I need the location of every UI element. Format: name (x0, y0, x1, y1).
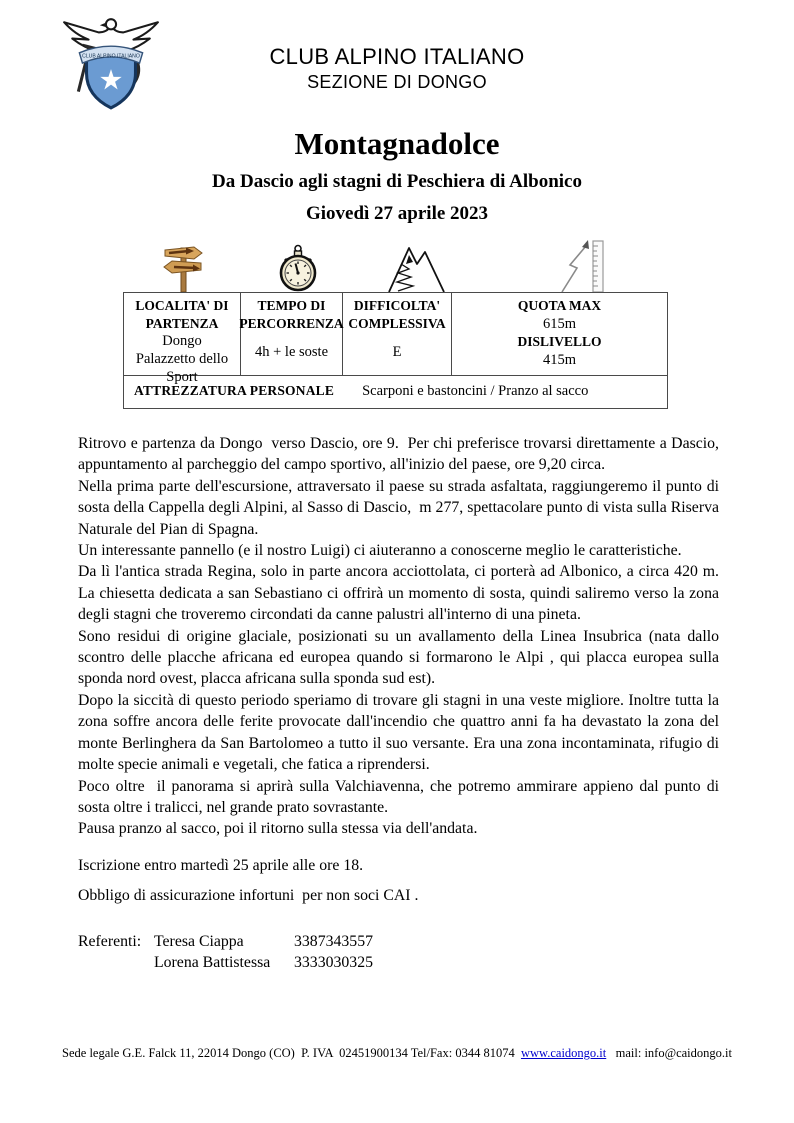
quota-max-block (518, 297, 601, 333)
website-link[interactable]: www.caidongo.it (520, 1046, 607, 1060)
referent-phone: 3333030325 (294, 953, 373, 971)
tempo-value: 4h + le soste (254, 343, 329, 360)
event-date: Giovedì 27 aprile 2023 (305, 203, 489, 224)
paragraph: Pausa pranzo al sacco, poi il ritorno sulla stessa via dell'andata. (78, 820, 478, 838)
paragraph: Ritrovo e partenza da Dongo verso Dascio, ore 9. Per chi preferisce trovarsi direttamente a Dascio, appuntamento al parcheggio del campo sportivo, all'inizio del paese, ore 9,20 circa. (78, 435, 723, 474)
mountains-trail-icon (386, 242, 448, 294)
referents-label: Referenti: (78, 932, 142, 950)
paragraph: Poco oltre il panorama si aprirà sulla Valchiavenna, che potremo ammirare appieno dal punto di sosta oltre i tralicci, nel grande prato sovrastante. (78, 777, 723, 816)
dislivello-block (517, 333, 601, 369)
registration-deadline: Iscrizione entro martedì 25 aprile alle ore 18. (78, 856, 364, 874)
footer-mail-text: mail: info@caidongo.it (606, 1046, 732, 1060)
page-footer (0, 1046, 794, 1061)
org-section: SEZIONE DI DONGO (307, 72, 487, 92)
footer-address-text: Sede legale G.E. Falck 11, 22014 Dongo (CO) P. IVA 02451900134 Tel/Fax: 0344 81074 (62, 1046, 521, 1060)
localita-header: LOCALITA' DI PARTENZA (135, 298, 229, 331)
referent-name: Lorena Battistessa (154, 953, 271, 971)
difficolta-header: DIFFICOLTA' COMPLESSIVA (348, 298, 446, 331)
stopwatch-icon (277, 244, 319, 294)
cell-tempo-percorrenza (241, 293, 343, 375)
paragraph: Un interessante pannello (e il nostro Luigi) ci aiuteranno a conoscerne meglio le caratteristiche. (78, 542, 682, 560)
dislivello-value: 415m (542, 351, 576, 368)
signpost-icon (160, 242, 206, 294)
referent-name: Teresa Ciappa (154, 932, 244, 950)
tempo-header: TEMPO DI PERCORRENZA (239, 298, 344, 331)
event-subtitle: Da Dascio agli stagni di Peschiera di Albonico (212, 171, 582, 192)
quota-max-value: 615m (542, 315, 577, 332)
cell-localita-partenza (124, 293, 241, 386)
paragraph: Dopo la siccità di questo periodo speriamo di trovare gli stagni in una veste migliore. Inoltre tutta la zona soffre ancora delle ferite provocate dall'incendio che quattro anni fa ha devastato la zona del monte Berlinghera da San Bartolomeo a tutto il suo versante. Era una zona incontaminata, rifugio di molte specie animali e vegetali, che fatica a riprendersi. (78, 691, 723, 774)
hike-info-table (123, 292, 668, 409)
paragraph: Nella prima parte dell'escursione, attraversato il paese su strada asfaltata, raggiungeremo il punto di sosta della Cappella degli Alpini, al Sasso di Dascio, m 277, spettacolare punto di vista sulla Riserva Naturale del Pian di Spagna. (78, 477, 723, 538)
logo-banner-text: CLUB ALPINO ITALIANO (82, 53, 140, 60)
insurance-note: Obbligo di assicurazione infortuni per non soci CAI . (78, 887, 419, 905)
body-text (78, 433, 727, 973)
localita-value-line2: Palazzetto dello Sport (135, 351, 229, 386)
org-header (0, 44, 794, 93)
difficolta-value: E (392, 343, 402, 360)
equipment-label: ATTREZZATURA PERSONALE (134, 383, 335, 398)
localita-value (128, 332, 236, 386)
event-title: Montagnadolce (294, 126, 500, 161)
referent-phone: 3387343557 (294, 932, 373, 950)
paragraph: Sono residui di origine glaciale, posizionati su un avallamento della Linea Insubrica (nata dallo scontro delle placche africana ed europea quando si formarono le Alpi , qui placca europea sulla sponda nord ovest, placca africana sulla sponda sud est). (78, 627, 723, 688)
referents-block (78, 931, 719, 974)
org-name: CLUB ALPINO ITALIANO (269, 44, 525, 69)
paragraph: Da lì l'antica strada Regina, solo in parte ancora acciottolata, ci porterà ad Albonico, a circa 420 m. La chiesetta dedicata a san Sebastiano ci offrirà un momento di sosta, quindi saliremo verso la zona degli stagni che troveremo circondati da canne palustri all'interno di una pineta. (78, 563, 727, 624)
quota-max-header: QUOTA MAX (517, 298, 602, 313)
dislivello-header: DISLIVELLO (517, 334, 602, 350)
cell-quota-dislivello (452, 293, 667, 375)
equipment-value: Scarponi e bastoncini / Pranzo al sacco (362, 383, 589, 399)
table-icons-row (0, 238, 794, 292)
localita-value-line1: Dongo (162, 333, 202, 350)
cell-difficolta (343, 293, 452, 375)
info-table-main-row (124, 293, 667, 386)
elevation-ruler-icon (557, 238, 609, 294)
